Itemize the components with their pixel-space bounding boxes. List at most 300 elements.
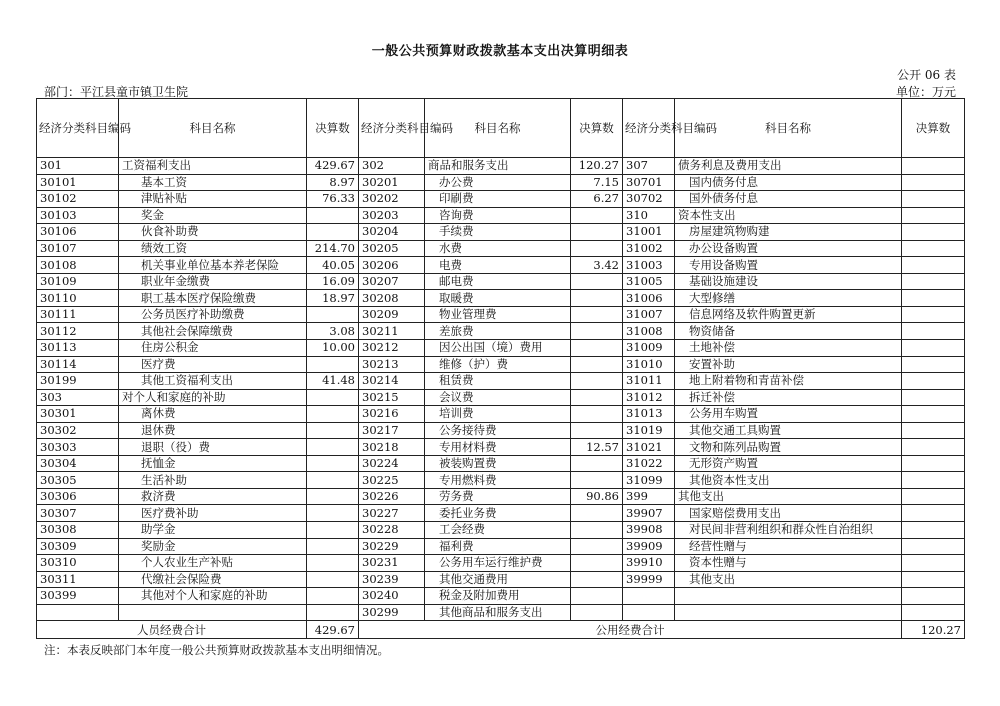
cell-code-2: 30299 bbox=[359, 604, 425, 621]
cell-name-3: 办公设备购置 bbox=[675, 240, 902, 257]
cell-amount-1: 214.70 bbox=[307, 240, 359, 257]
cell-code-2: 30209 bbox=[359, 306, 425, 323]
cell-name-3: 信息网络及软件购置更新 bbox=[675, 306, 902, 323]
cell-name-3: 对民间非营利组织和群众性自治组织 bbox=[675, 522, 902, 539]
cell-amount-2: 7.15 bbox=[571, 174, 623, 191]
table-row bbox=[37, 538, 965, 555]
cell-amount-2: 3.42 bbox=[571, 257, 623, 274]
cell-code-3: 31019 bbox=[623, 422, 675, 439]
cell-amount-1: 76.33 bbox=[307, 191, 359, 208]
cell-amount-3 bbox=[902, 373, 965, 390]
cell-code-1: 30306 bbox=[37, 488, 119, 505]
cell-code-3: 39907 bbox=[623, 505, 675, 522]
cell-amount-3 bbox=[902, 555, 965, 572]
cell-amount-2 bbox=[571, 207, 623, 224]
cell-code-1: 30301 bbox=[37, 406, 119, 423]
cell-amount-3 bbox=[902, 505, 965, 522]
cell-name-2: 水费 bbox=[425, 240, 571, 257]
cell-amount-1 bbox=[307, 538, 359, 555]
table-row bbox=[37, 455, 965, 472]
cell-code-1: 30108 bbox=[37, 257, 119, 274]
table-row bbox=[37, 207, 965, 224]
cell-name-2: 公务用车运行维护费 bbox=[425, 555, 571, 572]
cell-code-2: 30207 bbox=[359, 273, 425, 290]
cell-code-2: 30214 bbox=[359, 373, 425, 390]
cell-amount-2 bbox=[571, 505, 623, 522]
header-amount-1: 决算数 bbox=[307, 99, 359, 158]
cell-name-2: 办公费 bbox=[425, 174, 571, 191]
table-row bbox=[37, 174, 965, 191]
cell-amount-3 bbox=[902, 406, 965, 423]
cell-amount-3 bbox=[902, 191, 965, 208]
table-row bbox=[37, 373, 965, 390]
cell-code-3: 307 bbox=[623, 158, 675, 175]
cell-code-2: 30218 bbox=[359, 439, 425, 456]
table-row bbox=[37, 406, 965, 423]
cell-code-1: 30302 bbox=[37, 422, 119, 439]
cell-code-2: 30229 bbox=[359, 538, 425, 555]
cell-code-3: 31011 bbox=[623, 373, 675, 390]
cell-name-1: 其他工资福利支出 bbox=[119, 373, 307, 390]
cell-code-2: 30202 bbox=[359, 191, 425, 208]
cell-amount-2 bbox=[571, 472, 623, 489]
table-row bbox=[37, 323, 965, 340]
cell-amount-1: 429.67 bbox=[307, 158, 359, 175]
cell-code-1: 30111 bbox=[37, 306, 119, 323]
cell-amount-2 bbox=[571, 604, 623, 621]
cell-name-2: 咨询费 bbox=[425, 207, 571, 224]
cell-code-1: 30109 bbox=[37, 273, 119, 290]
cell-code-2: 30226 bbox=[359, 488, 425, 505]
cell-code-1: 30303 bbox=[37, 439, 119, 456]
cell-code-3: 310 bbox=[623, 207, 675, 224]
cell-name-1: 代缴社会保险费 bbox=[119, 571, 307, 588]
cell-code-3: 31001 bbox=[623, 224, 675, 241]
cell-amount-1 bbox=[307, 604, 359, 621]
cell-code-1: 30308 bbox=[37, 522, 119, 539]
cell-amount-1 bbox=[307, 505, 359, 522]
cell-code-2: 30213 bbox=[359, 356, 425, 373]
cell-amount-1 bbox=[307, 455, 359, 472]
cell-name-3: 债务利息及费用支出 bbox=[675, 158, 902, 175]
cell-code-2: 30206 bbox=[359, 257, 425, 274]
cell-name-2: 商品和服务支出 bbox=[425, 158, 571, 175]
cell-code-1: 30310 bbox=[37, 555, 119, 572]
header-code-1: 经济分类科目编码 bbox=[37, 99, 119, 158]
cell-name-2: 专用材料费 bbox=[425, 439, 571, 456]
cell-amount-3 bbox=[902, 158, 965, 175]
cell-amount-3 bbox=[902, 257, 965, 274]
cell-name-2: 因公出国（境）费用 bbox=[425, 340, 571, 357]
cell-name-1: 医疗费 bbox=[119, 356, 307, 373]
unit-label: 单位：万元 bbox=[895, 85, 956, 99]
cell-name-1: 职业年金缴费 bbox=[119, 273, 307, 290]
cell-amount-1 bbox=[307, 571, 359, 588]
cell-name-1: 离休费 bbox=[119, 406, 307, 423]
cell-name-2: 物业管理费 bbox=[425, 306, 571, 323]
cell-code-2: 30211 bbox=[359, 323, 425, 340]
table-row bbox=[37, 340, 965, 357]
cell-code-2: 30224 bbox=[359, 455, 425, 472]
cell-code-1 bbox=[37, 604, 119, 621]
cell-code-2: 30239 bbox=[359, 571, 425, 588]
cell-amount-2 bbox=[571, 323, 623, 340]
cell-amount-1 bbox=[307, 207, 359, 224]
cell-code-3 bbox=[623, 588, 675, 605]
cell-code-1: 303 bbox=[37, 389, 119, 406]
cell-amount-1 bbox=[307, 472, 359, 489]
cell-name-2: 劳务费 bbox=[425, 488, 571, 505]
cell-amount-3 bbox=[902, 588, 965, 605]
cell-amount-3 bbox=[902, 488, 965, 505]
cell-amount-1 bbox=[307, 306, 359, 323]
cell-name-2: 差旅费 bbox=[425, 323, 571, 340]
cell-code-1: 30110 bbox=[37, 290, 119, 307]
cell-name-1: 机关事业单位基本养老保险 bbox=[119, 257, 307, 274]
header-name-2: 科目名称 bbox=[425, 99, 571, 158]
cell-name-1: 其他社会保障缴费 bbox=[119, 323, 307, 340]
cell-code-1: 30106 bbox=[37, 224, 119, 241]
cell-name-2: 其他商品和服务支出 bbox=[425, 604, 571, 621]
table-row bbox=[37, 488, 965, 505]
cell-name-1: 退职（役）费 bbox=[119, 439, 307, 456]
cell-code-2: 30212 bbox=[359, 340, 425, 357]
cell-code-3: 31003 bbox=[623, 257, 675, 274]
cell-name-3: 公务用车购置 bbox=[675, 406, 902, 423]
cell-name-2: 其他交通费用 bbox=[425, 571, 571, 588]
cell-amount-2 bbox=[571, 588, 623, 605]
cell-amount-1: 3.08 bbox=[307, 323, 359, 340]
cell-amount-2 bbox=[571, 240, 623, 257]
cell-code-3: 31022 bbox=[623, 455, 675, 472]
cell-name-3 bbox=[675, 604, 902, 621]
public-total-label: 公用经费合计 bbox=[359, 621, 902, 639]
cell-amount-3 bbox=[902, 273, 965, 290]
cell-name-2: 福利费 bbox=[425, 538, 571, 555]
cell-code-3: 39910 bbox=[623, 555, 675, 572]
cell-name-3: 经营性赠与 bbox=[675, 538, 902, 555]
cell-amount-3 bbox=[902, 306, 965, 323]
cell-amount-2: 6.27 bbox=[571, 191, 623, 208]
cell-code-2: 30204 bbox=[359, 224, 425, 241]
table-row bbox=[37, 472, 965, 489]
table-row bbox=[37, 522, 965, 539]
cell-amount-3 bbox=[902, 571, 965, 588]
cell-name-1: 住房公积金 bbox=[119, 340, 307, 357]
cell-code-2: 302 bbox=[359, 158, 425, 175]
cell-amount-3 bbox=[902, 174, 965, 191]
cell-name-1: 救济费 bbox=[119, 488, 307, 505]
cell-code-1: 30305 bbox=[37, 472, 119, 489]
cell-amount-1 bbox=[307, 439, 359, 456]
cell-name-2: 电费 bbox=[425, 257, 571, 274]
cell-code-3: 31010 bbox=[623, 356, 675, 373]
cell-code-1: 30114 bbox=[37, 356, 119, 373]
cell-name-3: 专用设备购置 bbox=[675, 257, 902, 274]
cell-code-2: 30205 bbox=[359, 240, 425, 257]
cell-name-2: 培训费 bbox=[425, 406, 571, 423]
cell-name-2: 手续费 bbox=[425, 224, 571, 241]
cell-name-3 bbox=[675, 588, 902, 605]
cell-amount-2 bbox=[571, 273, 623, 290]
cell-code-1: 30102 bbox=[37, 191, 119, 208]
cell-amount-3 bbox=[902, 240, 965, 257]
cell-amount-1 bbox=[307, 224, 359, 241]
cell-code-3: 39999 bbox=[623, 571, 675, 588]
cell-name-2: 工会经费 bbox=[425, 522, 571, 539]
cell-code-3: 31002 bbox=[623, 240, 675, 257]
cell-code-1: 301 bbox=[37, 158, 119, 175]
cell-amount-2 bbox=[571, 571, 623, 588]
personnel-total-label: 人员经费合计 bbox=[37, 621, 307, 639]
cell-name-3: 土地补偿 bbox=[675, 340, 902, 357]
cell-name-3: 物资储备 bbox=[675, 323, 902, 340]
header-code-3: 经济分类科目编码 bbox=[623, 99, 675, 158]
cell-name-1: 奖金 bbox=[119, 207, 307, 224]
cell-code-2: 30201 bbox=[359, 174, 425, 191]
cell-code-1: 30399 bbox=[37, 588, 119, 605]
cell-name-2: 取暖费 bbox=[425, 290, 571, 307]
table-row bbox=[37, 257, 965, 274]
table-row bbox=[37, 240, 965, 257]
cell-name-2: 公务接待费 bbox=[425, 422, 571, 439]
cell-amount-2 bbox=[571, 340, 623, 357]
cell-code-2: 30240 bbox=[359, 588, 425, 605]
cell-code-3: 31012 bbox=[623, 389, 675, 406]
cell-amount-1 bbox=[307, 522, 359, 539]
cell-name-3: 国家赔偿费用支出 bbox=[675, 505, 902, 522]
cell-amount-1 bbox=[307, 588, 359, 605]
cell-code-1: 30199 bbox=[37, 373, 119, 390]
personnel-total-value: 429.67 bbox=[307, 621, 359, 639]
cell-name-1: 对个人和家庭的补助 bbox=[119, 389, 307, 406]
table-row bbox=[37, 588, 965, 605]
cell-name-2: 税金及附加费用 bbox=[425, 588, 571, 605]
cell-name-1: 津贴补贴 bbox=[119, 191, 307, 208]
table-row bbox=[37, 555, 965, 572]
cell-name-1: 绩效工资 bbox=[119, 240, 307, 257]
header-code-2: 经济分类科目编码 bbox=[359, 99, 425, 158]
cell-code-1: 30311 bbox=[37, 571, 119, 588]
cell-name-1: 抚恤金 bbox=[119, 455, 307, 472]
table-row bbox=[37, 273, 965, 290]
cell-code-3: 31021 bbox=[623, 439, 675, 456]
document-number: 公开 06 表 bbox=[897, 68, 956, 82]
cell-code-2: 30208 bbox=[359, 290, 425, 307]
cell-code-3: 30701 bbox=[623, 174, 675, 191]
cell-amount-3 bbox=[902, 290, 965, 307]
cell-name-3: 基础设施建设 bbox=[675, 273, 902, 290]
table-row bbox=[37, 422, 965, 439]
cell-name-3: 其他资本性支出 bbox=[675, 472, 902, 489]
table-row bbox=[37, 389, 965, 406]
cell-code-3: 31099 bbox=[623, 472, 675, 489]
cell-name-3: 大型修缮 bbox=[675, 290, 902, 307]
cell-code-2: 30203 bbox=[359, 207, 425, 224]
cell-amount-2 bbox=[571, 290, 623, 307]
table-row bbox=[37, 604, 965, 621]
cell-code-3: 31009 bbox=[623, 340, 675, 357]
cell-name-3: 地上附着物和青苗补偿 bbox=[675, 373, 902, 390]
cell-amount-2 bbox=[571, 522, 623, 539]
cell-name-3: 安置补助 bbox=[675, 356, 902, 373]
cell-amount-1 bbox=[307, 389, 359, 406]
cell-amount-3 bbox=[902, 455, 965, 472]
cell-name-1: 奖励金 bbox=[119, 538, 307, 555]
cell-amount-2: 90.86 bbox=[571, 488, 623, 505]
cell-name-1: 职工基本医疗保险缴费 bbox=[119, 290, 307, 307]
cell-code-2: 30225 bbox=[359, 472, 425, 489]
cell-amount-2 bbox=[571, 224, 623, 241]
cell-name-2: 专用燃料费 bbox=[425, 472, 571, 489]
table-row bbox=[37, 224, 965, 241]
cell-amount-1: 16.09 bbox=[307, 273, 359, 290]
cell-amount-2 bbox=[571, 356, 623, 373]
cell-code-2: 30216 bbox=[359, 406, 425, 423]
cell-name-2: 邮电费 bbox=[425, 273, 571, 290]
cell-name-3: 国外债务付息 bbox=[675, 191, 902, 208]
cell-amount-3 bbox=[902, 224, 965, 241]
table-row bbox=[37, 191, 965, 208]
expenditure-table bbox=[36, 98, 965, 639]
cell-amount-3 bbox=[902, 422, 965, 439]
department-label: 部门：平江县童市镇卫生院 bbox=[44, 85, 189, 99]
header-name-3: 科目名称 bbox=[675, 99, 902, 158]
cell-amount-2 bbox=[571, 389, 623, 406]
cell-amount-3 bbox=[902, 207, 965, 224]
cell-amount-1 bbox=[307, 406, 359, 423]
table-row bbox=[37, 356, 965, 373]
cell-name-3: 拆迁补偿 bbox=[675, 389, 902, 406]
header-amount-3: 决算数 bbox=[902, 99, 965, 158]
cell-name-1: 伙食补助费 bbox=[119, 224, 307, 241]
cell-amount-2 bbox=[571, 373, 623, 390]
table-row bbox=[37, 505, 965, 522]
cell-amount-3 bbox=[902, 340, 965, 357]
cell-name-1: 基本工资 bbox=[119, 174, 307, 191]
cell-name-1: 公务员医疗补助缴费 bbox=[119, 306, 307, 323]
cell-amount-1: 40.05 bbox=[307, 257, 359, 274]
cell-code-1: 30112 bbox=[37, 323, 119, 340]
cell-amount-1: 8.97 bbox=[307, 174, 359, 191]
cell-name-1: 其他对个人和家庭的补助 bbox=[119, 588, 307, 605]
cell-code-1: 30101 bbox=[37, 174, 119, 191]
cell-amount-2 bbox=[571, 406, 623, 423]
table-row bbox=[37, 571, 965, 588]
cell-code-3: 30702 bbox=[623, 191, 675, 208]
cell-code-3: 31013 bbox=[623, 406, 675, 423]
cell-code-3: 39909 bbox=[623, 538, 675, 555]
cell-amount-2 bbox=[571, 555, 623, 572]
cell-name-2: 印刷费 bbox=[425, 191, 571, 208]
cell-name-3: 其他支出 bbox=[675, 488, 902, 505]
cell-name-1: 助学金 bbox=[119, 522, 307, 539]
cell-code-3: 31005 bbox=[623, 273, 675, 290]
table-header-row bbox=[37, 99, 965, 158]
cell-name-2: 委托业务费 bbox=[425, 505, 571, 522]
cell-name-3: 国内债务付息 bbox=[675, 174, 902, 191]
page-title: 一般公共预算财政拨款基本支出决算明细表 bbox=[371, 44, 629, 59]
table-row bbox=[37, 290, 965, 307]
cell-name-1: 生活补助 bbox=[119, 472, 307, 489]
header-name-1: 科目名称 bbox=[119, 99, 307, 158]
cell-name-2: 会议费 bbox=[425, 389, 571, 406]
cell-name-3: 无形资产购置 bbox=[675, 455, 902, 472]
cell-amount-3 bbox=[902, 389, 965, 406]
cell-name-3: 文物和陈列品购置 bbox=[675, 439, 902, 456]
cell-name-1 bbox=[119, 604, 307, 621]
cell-name-2: 被装购置费 bbox=[425, 455, 571, 472]
cell-code-1: 30309 bbox=[37, 538, 119, 555]
cell-amount-3 bbox=[902, 356, 965, 373]
cell-name-1: 医疗费补助 bbox=[119, 505, 307, 522]
cell-amount-1: 18.97 bbox=[307, 290, 359, 307]
cell-amount-2: 12.57 bbox=[571, 439, 623, 456]
cell-code-3: 31007 bbox=[623, 306, 675, 323]
cell-name-3: 其他支出 bbox=[675, 571, 902, 588]
cell-code-3 bbox=[623, 604, 675, 621]
cell-name-1: 工资福利支出 bbox=[119, 158, 307, 175]
table-row bbox=[37, 306, 965, 323]
table-row bbox=[37, 439, 965, 456]
cell-name-3: 房屋建筑物购建 bbox=[675, 224, 902, 241]
cell-code-2: 30231 bbox=[359, 555, 425, 572]
totals-row bbox=[37, 621, 965, 639]
table-note: 注：本表反映部门本年度一般公共预算财政拨款基本支出明细情况。 bbox=[44, 643, 389, 657]
cell-amount-1 bbox=[307, 422, 359, 439]
cell-amount-3 bbox=[902, 538, 965, 555]
cell-amount-3 bbox=[902, 323, 965, 340]
cell-code-1: 30304 bbox=[37, 455, 119, 472]
cell-amount-2 bbox=[571, 306, 623, 323]
cell-amount-1: 41.48 bbox=[307, 373, 359, 390]
cell-code-2: 30215 bbox=[359, 389, 425, 406]
cell-amount-3 bbox=[902, 522, 965, 539]
cell-amount-2 bbox=[571, 455, 623, 472]
cell-code-2: 30227 bbox=[359, 505, 425, 522]
cell-code-3: 399 bbox=[623, 488, 675, 505]
cell-code-3: 39908 bbox=[623, 522, 675, 539]
cell-amount-3 bbox=[902, 604, 965, 621]
cell-code-1: 30107 bbox=[37, 240, 119, 257]
cell-amount-2 bbox=[571, 422, 623, 439]
cell-amount-1: 10.00 bbox=[307, 340, 359, 357]
cell-amount-1 bbox=[307, 488, 359, 505]
cell-amount-1 bbox=[307, 555, 359, 572]
public-total-value: 120.27 bbox=[902, 621, 965, 639]
cell-name-2: 租赁费 bbox=[425, 373, 571, 390]
cell-name-3: 资本性赠与 bbox=[675, 555, 902, 572]
cell-name-3: 其他交通工具购置 bbox=[675, 422, 902, 439]
cell-amount-3 bbox=[902, 472, 965, 489]
cell-amount-1 bbox=[307, 356, 359, 373]
cell-code-1: 30103 bbox=[37, 207, 119, 224]
cell-code-3: 31006 bbox=[623, 290, 675, 307]
cell-code-2: 30228 bbox=[359, 522, 425, 539]
cell-name-1: 个人农业生产补贴 bbox=[119, 555, 307, 572]
cell-amount-3 bbox=[902, 439, 965, 456]
cell-code-3: 31008 bbox=[623, 323, 675, 340]
cell-code-1: 30307 bbox=[37, 505, 119, 522]
header-amount-2: 决算数 bbox=[571, 99, 623, 158]
cell-name-2: 维修（护）费 bbox=[425, 356, 571, 373]
cell-code-2: 30217 bbox=[359, 422, 425, 439]
cell-amount-2: 120.27 bbox=[571, 158, 623, 175]
table-row bbox=[37, 158, 965, 175]
cell-amount-2 bbox=[571, 538, 623, 555]
cell-name-1: 退休费 bbox=[119, 422, 307, 439]
cell-code-1: 30113 bbox=[37, 340, 119, 357]
